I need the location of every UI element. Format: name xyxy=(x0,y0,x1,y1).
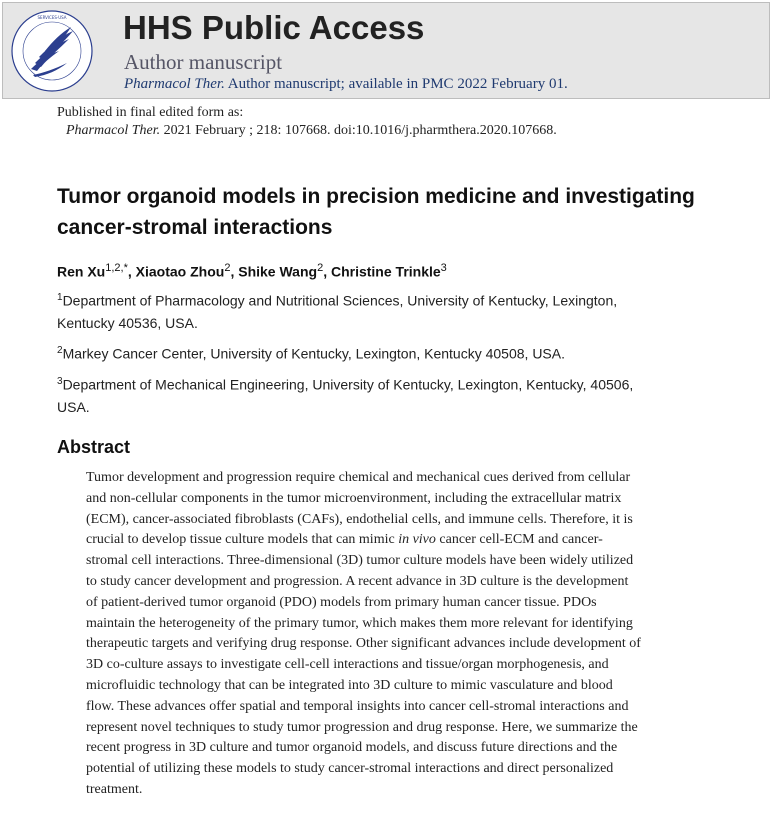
abstract-line: stromal cell interactions. Three-dimensional (3D) tumor culture models have been widely utilized xyxy=(86,553,634,569)
affiliation-text: Department of Mechanical Engineering, University of Kentucky, Lexington, Kentucky, 40506, xyxy=(62,376,634,393)
author-separator: , xyxy=(127,263,136,280)
availability-text: Author manuscript; available in PMC 2022 February 01. xyxy=(224,76,568,92)
availability-journal: Pharmacol Ther. xyxy=(124,76,225,92)
affiliation-number: 3 xyxy=(57,376,63,387)
abstract-line: potential of utilizing these models to study cancer-stromal interactions and direct personalized xyxy=(86,761,614,777)
availability-line xyxy=(124,77,568,92)
author-name: Shike Wang xyxy=(238,263,318,280)
abstract-line: therapeutic targets and verifying drug response. Other significant advances include development of xyxy=(86,636,641,652)
affiliation-line: Kentucky 40536, USA. xyxy=(57,314,198,331)
hhs-eagle-logo-icon xyxy=(9,7,95,95)
abstract-line: of patient-derived tumor organoid (PDO) models from primary human cancer tissue. PDOs xyxy=(86,594,597,610)
affiliation-2 xyxy=(57,340,737,365)
affiliation-line xyxy=(57,371,737,396)
article-title xyxy=(57,181,757,243)
abstract-line: to study cancer development and progression. A recent advance in 3D culture is the development xyxy=(86,573,629,589)
author-list xyxy=(57,262,447,280)
affiliation-3 xyxy=(57,371,737,418)
affiliation-line xyxy=(57,340,737,365)
abstract-text: crucial to develop tissue culture models that can mimic xyxy=(86,532,399,548)
affiliation-text: Markey Cancer Center, University of Kentucky, Lexington, Kentucky 40508, USA. xyxy=(62,345,565,362)
abstract-line: recent progress in 3D culture and tumor organoid models, and discuss future directions and the xyxy=(86,740,618,756)
abstract-italic-term: in vivo xyxy=(398,532,436,548)
author-name: Xiaotao Zhou xyxy=(135,263,225,280)
affiliation-line xyxy=(57,287,737,312)
author-affiliation-marker: 1,2,* xyxy=(105,262,128,274)
abstract-line: represent novel techniques to study tumor progression and drug response. Here, we summarize the xyxy=(86,719,638,735)
abstract-line: 3D co-culture assays to investigate cell-cell interactions and tissue/organ morphogenesis, and xyxy=(86,657,609,673)
author-name: Ren Xu xyxy=(57,263,106,280)
svg-text:SERVICES·USA: SERVICES·USA xyxy=(37,15,67,20)
article-title-line: Tumor organoid models in precision medicine and investigating xyxy=(57,185,695,208)
author-affiliation-marker: 2 xyxy=(224,262,231,274)
article-title-line: cancer-stromal interactions xyxy=(57,216,333,239)
citation-details: 2021 February ; 218: 107668. doi:10.1016/j.pharmthera.2020.107668. xyxy=(160,123,557,138)
abstract-line: (ECM), cancer-associated fibroblasts (CAFs), endothelial cells, and immune cells. Therefore, it is xyxy=(86,511,633,527)
affiliation-text: Department of Pharmacology and Nutritional Sciences, University of Kentucky, Lexington, xyxy=(62,292,618,309)
abstract-line: treatment. xyxy=(86,781,143,797)
abstract-line: Tumor development and progression require chemical and mechanical cues derived from cellular xyxy=(86,470,631,485)
abstract-heading: Abstract xyxy=(57,437,131,457)
abstract-line: and non-cellular components in the tumor microenvironment, including the extracellular matrix xyxy=(86,490,622,506)
affiliation-1 xyxy=(57,287,737,334)
affiliation-line: USA. xyxy=(57,398,90,415)
abstract-line xyxy=(86,530,726,551)
banner-title: HHS Public Access xyxy=(123,9,425,46)
author-name: Christine Trinkle xyxy=(330,263,441,280)
author-separator: , xyxy=(323,263,331,280)
affiliation-number: 1 xyxy=(57,292,63,303)
published-label: Published in final edited form as: xyxy=(57,105,244,120)
hhs-header-banner xyxy=(2,2,770,99)
abstract-line: microfluidic technology that can be integrated into 3D culture to mimic vasculature and blood xyxy=(86,677,613,693)
author-affiliation-marker: 2 xyxy=(317,262,324,274)
abstract-text: cancer cell-ECM and cancer- xyxy=(435,532,603,548)
author-affiliation-marker: 3 xyxy=(440,262,447,274)
author-separator: , xyxy=(230,263,239,280)
banner-subtitle: Author manuscript xyxy=(124,50,283,74)
affiliation-number: 2 xyxy=(57,345,63,356)
abstract-line: maintain the heterogeneity of the primary tumor, which makes them more relevant for identifying xyxy=(86,615,633,631)
citation-journal: Pharmacol Ther. xyxy=(66,123,161,138)
published-citation xyxy=(66,123,557,139)
abstract-body xyxy=(86,468,726,801)
abstract-line: flow. These advances offer spatial and temporal insights into cancer cell-stromal interactions and xyxy=(86,698,629,714)
